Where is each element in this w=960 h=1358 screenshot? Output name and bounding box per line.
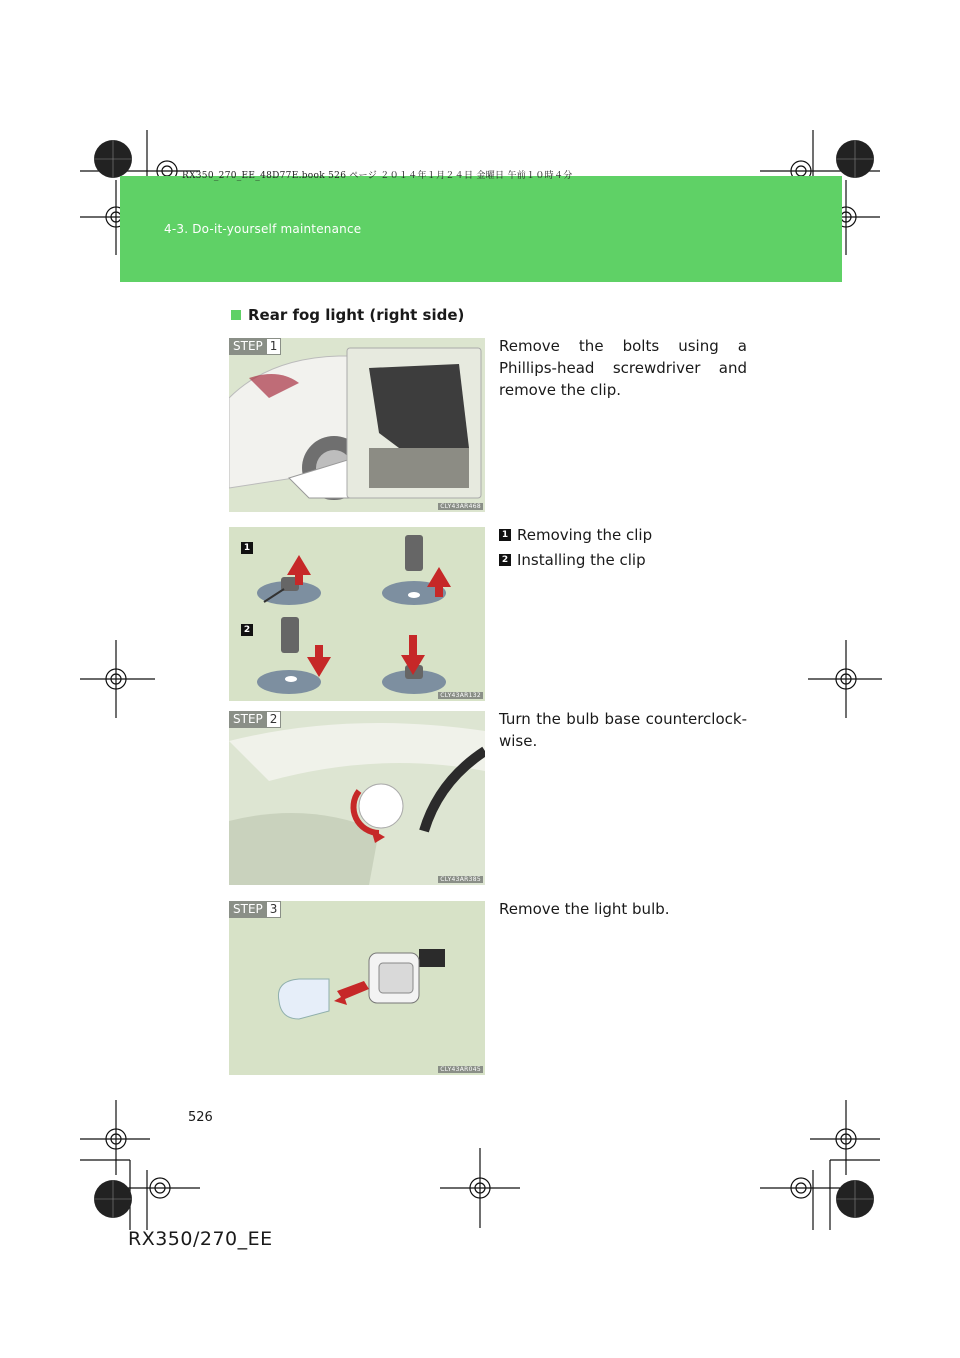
image-code: CLY43AR468: [440, 503, 481, 510]
step-2-figure: [229, 711, 485, 885]
step-label: STEP: [229, 711, 266, 728]
image-code: CLY43AR132: [440, 692, 481, 699]
page-number: 526: [188, 1110, 213, 1125]
clip-illustration: [229, 527, 485, 701]
step-number: 1: [266, 338, 282, 355]
step-3-tag: [229, 901, 281, 918]
step-2-text: Turn the bulb base counterclock-wise.: [499, 710, 747, 750]
step-3-figure: [229, 901, 485, 1075]
step-number: 2: [266, 711, 282, 728]
list-item: [499, 551, 646, 569]
step-2-tag: [229, 711, 281, 728]
step-label: STEP: [229, 338, 266, 355]
step-3-text: Remove the light bulb.: [499, 900, 670, 918]
clip-figure: [229, 527, 485, 701]
bulb-base-illustration: [229, 711, 485, 885]
heading-bullet: [231, 310, 241, 320]
item-number: 2: [499, 554, 511, 566]
step-1-text: Remove the bolts using a Phillips-head screwdriver and remove the clip.: [499, 337, 747, 399]
item-number: 1: [499, 529, 511, 541]
model-code: RX350/270_EE: [128, 1228, 273, 1250]
image-code: CLY43AR045: [440, 1066, 481, 1073]
image-code: CLY43AR385: [440, 876, 481, 883]
item-text: Installing the clip: [517, 551, 646, 569]
list-item: [499, 526, 652, 544]
callout-1: 1: [241, 542, 253, 554]
heading-text: Rear fog light (right side): [248, 306, 465, 324]
step-1-tag: [229, 338, 281, 355]
item-text: Removing the clip: [517, 526, 653, 544]
step-label: STEP: [229, 901, 266, 918]
light-bulb-illustration: [229, 901, 485, 1075]
callout-2: 2: [241, 624, 253, 636]
step-number: 3: [266, 901, 282, 918]
step-1-figure: [229, 338, 485, 512]
car-rear-illustration: [229, 338, 485, 512]
section-heading: [231, 306, 464, 324]
section-label: 4-3. Do-it-yourself maintenance: [164, 222, 362, 236]
print-info: RX350_270_EE_48D77E.book 526 ページ ２０１４年１月２４日 金曜日 午前１０時４分: [182, 171, 573, 181]
